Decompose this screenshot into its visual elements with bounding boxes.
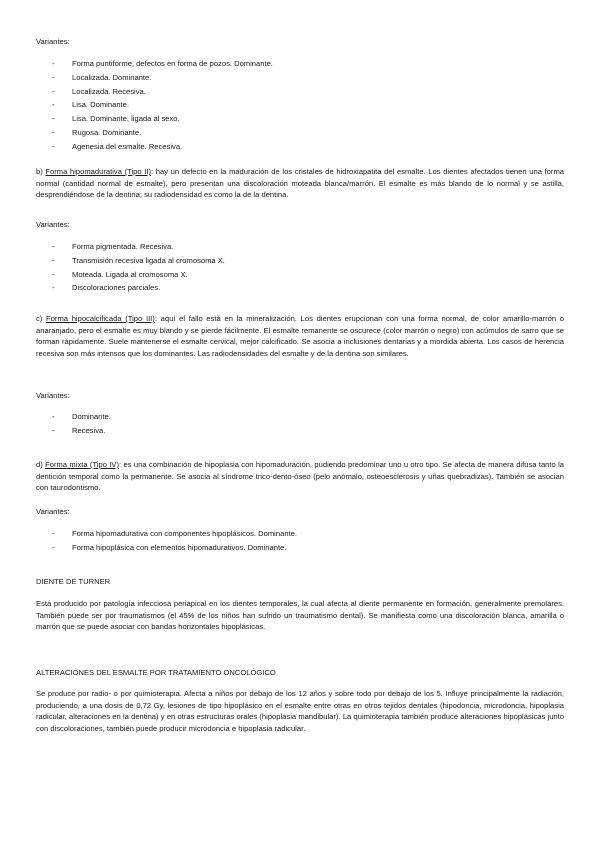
list-item: - Forma hipoplásica con elementos hipomadurativos. Dominante. <box>52 541 297 555</box>
paragraph-c: c) Forma hipocalcificada (Tipo III): aquí el fallo está en la mineralización. Los dientes erupcionan con una forma normal, de color amarillo-marrón o anaranjado, pero el esmalte es muy blando y se pierde fácilmente. El esmalte remanente se oscurece (color marrón o negro) con acúmulos de sarro que se forman rápidamente. Suele mantenerse el esmalte cervical, mejor calcificado. Se asocia a inclusiones dentarias y a mordida abierta. Los casos de herencia recesiva son más intensos que los dominantes. Las radiodensidades del esmalte y de la dentina son similares. <box>36 314 565 358</box>
variants-label: Variantes: <box>36 37 70 46</box>
list-item: - Localizada. Recesiva. <box>52 85 273 99</box>
list-dash: - <box>52 269 55 279</box>
section-title-d: Forma mixta (Tipo IV) <box>45 460 120 469</box>
list-dash: - <box>52 283 55 293</box>
list-dash: - <box>52 59 55 68</box>
list-dash: - <box>52 425 55 435</box>
list-dash: - <box>52 141 55 151</box>
list-dash: - <box>52 242 55 251</box>
paragraph-d: d) Forma mixta (Tipo IV): es una combinación de hipoplasia con hipomaduración, pudiendo predominar uno u otro tipo. Se afecta de manera difusa tanto la dentición temporal como la permanente. Se asocia al síndrome trico-dento-óseo (pelo anómalo, osteoesclerosis y uñas quebradizas). También se asocian con taurodontismo. <box>36 460 564 492</box>
list-dash: - <box>52 86 55 96</box>
variants-list-a <box>52 57 273 154</box>
paragraph-b: b) Forma hipomadurativa (Tipo II): hay un defecto en la maduración de los cristales de hidroxiapatita del esmalte. Los dientes afectados tienen una forma normal (cantidad normal de esmalte), pero presentan una discoloración moteada blanca/marrón. El esmalte es más blando de lo normal y se astilla, desprendiéndose de la dentina; su radiodensidad es como la de la dentina. <box>36 167 564 199</box>
paragraph-oncologico: Se produce por radio- o por quimioterapia. Afecta a niños por debajo de los 12 años y sobre todo por debajo de los 5. Influye principalmente la radiación, produciendo, a una dosis de 0,72 Gy, lesiones de tipo hipoplásico en el esmalte entre otras en otros tejidos dentales (hipodoncia, microdoncia, hipoplasia radicular, alteraciones en la dentina) y en otras estructuras orales (hipoplasia mandibular). La quimioterapia también produce alteraciones hipoplásicas junto con discoloraciones, también puede producir microdoncia e hipoplasia radicular. <box>36 689 564 733</box>
list-dash: - <box>52 255 55 265</box>
list-item: - Forma hipomadurativa con componentes hipoplásicos. Dominante. <box>52 527 297 541</box>
list-item: - Dominante. <box>52 410 111 424</box>
list-dash: - <box>52 114 55 124</box>
section-title-c: Forma hipocalcificada (Tipo III) <box>46 314 155 323</box>
variants-list-c <box>52 410 111 438</box>
list-item: - Agenesia del esmalte. Recesiva. <box>52 140 273 154</box>
list-dash: - <box>52 542 55 552</box>
list-item: - Forma pigmentada. Recesiva. <box>52 240 225 254</box>
list-item: - Localizada. Dominante. <box>52 71 273 85</box>
list-dash: - <box>52 529 55 538</box>
list-dash: - <box>52 127 55 137</box>
heading-diente-de-turner: DIENTE DE TURNER <box>36 577 111 586</box>
list-item: - Lisa. Dominante. <box>52 98 273 112</box>
variants-label: Variantes: <box>36 391 70 400</box>
list-item: - Discoloraciones parciales. <box>52 281 225 295</box>
variants-label: Variantes: <box>36 507 70 516</box>
list-item: - Lisa. Dominante, ligada al sexo. <box>52 112 273 126</box>
list-item: - Recesiva. <box>52 424 111 438</box>
list-dash: - <box>52 72 55 82</box>
variants-list-b <box>52 240 225 295</box>
list-dash: - <box>52 412 55 421</box>
list-item: - Forma puntiforme, defectos en forma de pozos. Dominante. <box>52 57 273 71</box>
heading-tratamiento-oncologico: ALTERACIONES DEL ESMALTE POR TRATAMIENTO ONCOLÓGICO <box>36 668 276 677</box>
section-title-b: Forma hipomadurativa (Tipo II) <box>45 167 151 176</box>
paragraph-turner: Está producido por patología infecciosa periapical en los dientes temporales, la cual afecta al diente permanente en formación, generalmente premolares. También puede ser por traumatismos (el 45% de los niños han sufrido un traumatismo dental). Se manifiesta como una discoloración blanca, amarilla o marrón que se puede asociar con bandas horizontales hipoplásicas. <box>36 599 564 631</box>
variants-list-d <box>52 527 297 555</box>
list-item: - Transmisión recesiva ligada al cromosoma X. <box>52 254 225 268</box>
list-item: - Rugosa. Dominante. <box>52 126 273 140</box>
variants-label: Variantes: <box>36 220 70 229</box>
list-item: - Moteada. Ligada al cromosoma X. <box>52 268 225 282</box>
list-dash: - <box>52 100 55 110</box>
